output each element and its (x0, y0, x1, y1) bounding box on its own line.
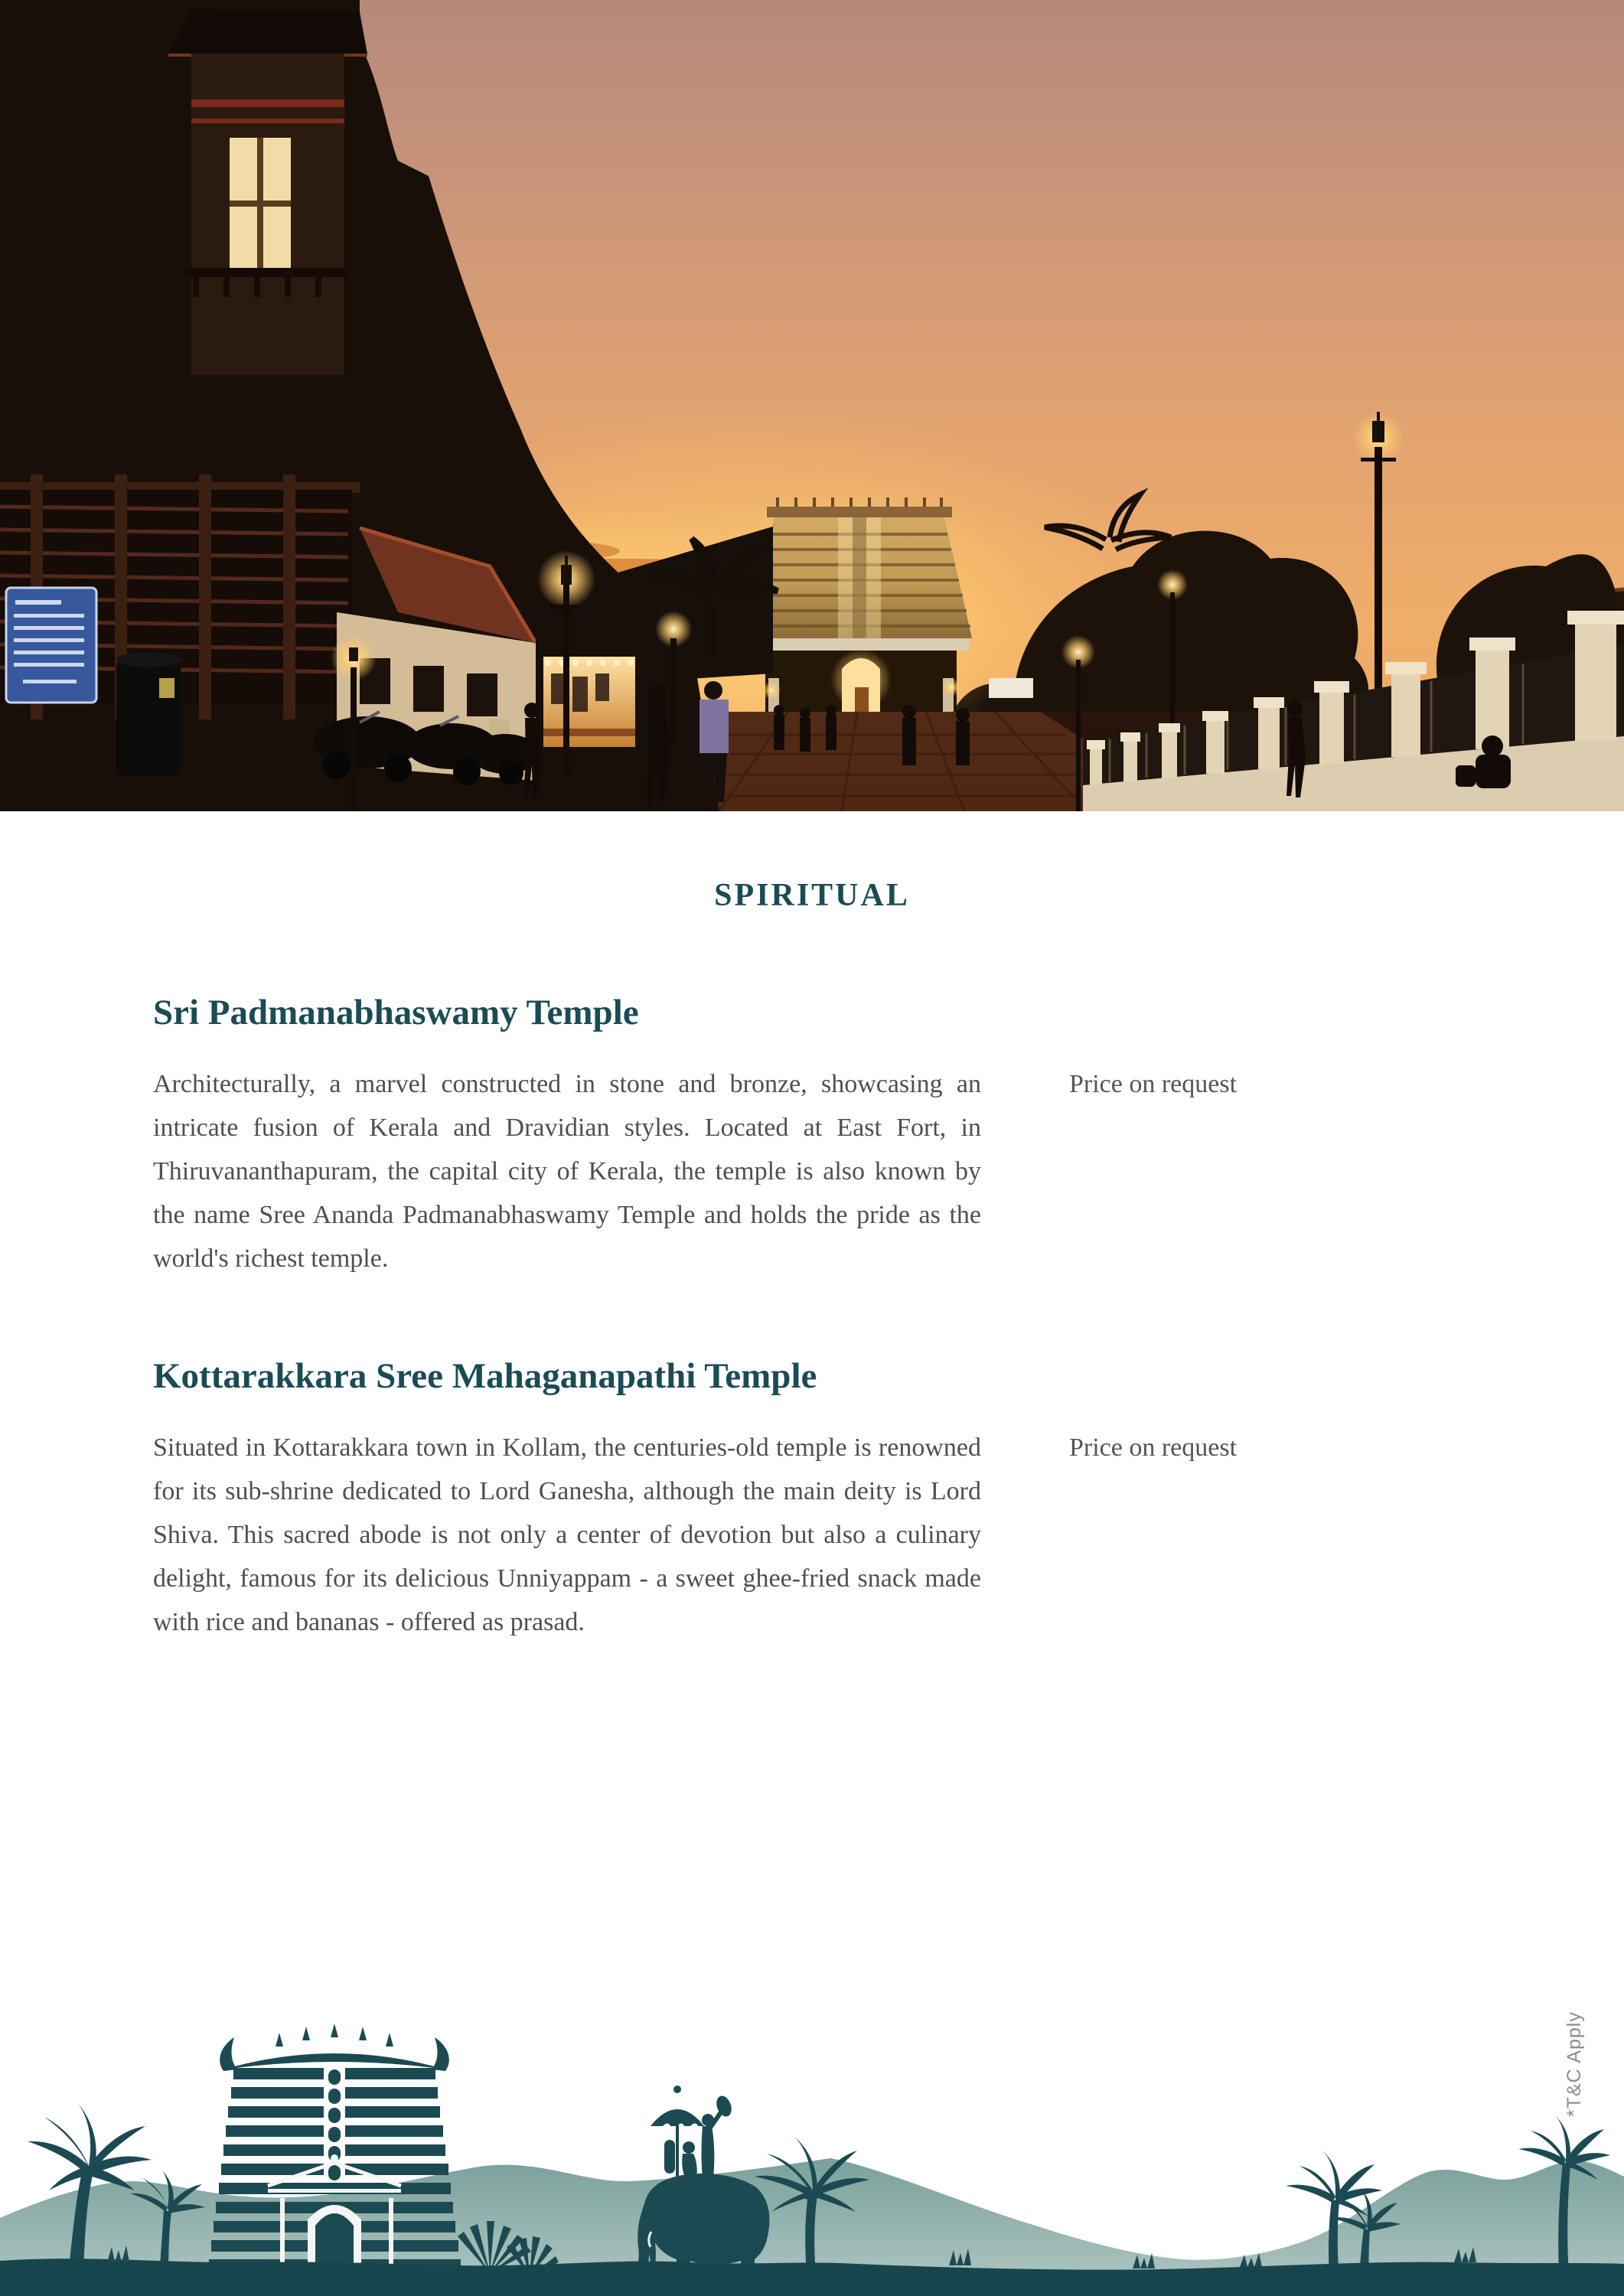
trash-bin (116, 652, 181, 776)
listing-title: Kottarakkara Sree Mahaganapathi Temple (153, 1356, 817, 1396)
listing-description: Situated in Kottarakkara town in Kollam, the centuries-old temple is renowned for its sub-shrine dedicated to Lord Ganesha, although the main deity is Lord Shiva. This sacred abode is not only a center of devotion but also a culinary delight, famous for its delicious Unniyappam - a sweet ghee-fried snack made with rice and bananas - offered as prasad. (153, 1433, 981, 1636)
hero-photo-art (0, 0, 1624, 811)
listing-price: Price on request (1069, 1070, 1238, 1098)
footer-art-svg (0, 1990, 1624, 2296)
blue-information-sign (6, 588, 96, 703)
listing-sri-padmanabhaswamy-temple (153, 990, 1485, 1280)
hero-photo (0, 0, 1624, 811)
listing-kottarakkara-mahaganapathi-temple (153, 1354, 1485, 1644)
listing-price: Price on request (1069, 1433, 1238, 1462)
page-title: SPIRITUAL (714, 878, 910, 913)
footer-illustration (0, 1990, 1624, 2296)
listing-description: Architecturally, a marvel constructed in stone and bronze, showcasing an intricate fusion of Kerala and Dravidian styles. Located at East Fort, in Thiruvananthapuram, the capital city of Kerala, the temple is also known by the name Sree Ananda Padmanabhaswamy Temple and holds the pride as the world's richest temple. (153, 1070, 981, 1273)
listing-title: Sri Padmanabhaswamy Temple (153, 993, 639, 1032)
tc-apply-note: *T&C Apply (1564, 2011, 1585, 2117)
